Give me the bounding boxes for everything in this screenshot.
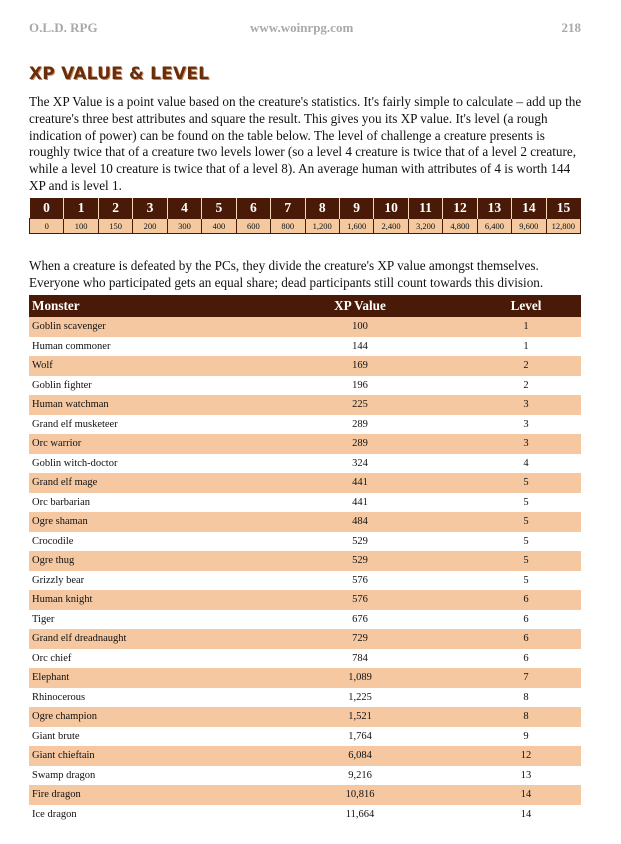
monster-name: Grand elf mage: [29, 473, 249, 493]
monster-name: Human commoner: [29, 337, 249, 357]
table-row: [29, 317, 581, 337]
xp-threshold-cell: 1,200: [305, 219, 339, 234]
monster-level: 8: [471, 707, 581, 727]
xp-threshold-cell: 200: [133, 219, 167, 234]
monster-name: Tiger: [29, 610, 249, 630]
table-row: [29, 805, 581, 825]
xp-threshold-cell: 0: [30, 219, 64, 234]
xp-value: 289: [249, 434, 471, 454]
xp-threshold-row: [30, 219, 581, 234]
xp-threshold-cell: 1,600: [339, 219, 373, 234]
monster-level: 6: [471, 649, 581, 669]
monster-name: Giant chieftain: [29, 746, 249, 766]
monster-level: 5: [471, 532, 581, 552]
monster-name: Orc chief: [29, 649, 249, 669]
monster-level: 14: [471, 805, 581, 825]
monster-level: 8: [471, 688, 581, 708]
monster-level: 9: [471, 727, 581, 747]
level-cell: 11: [408, 198, 442, 219]
monster-name: Orc warrior: [29, 434, 249, 454]
monster-level: 14: [471, 785, 581, 805]
table-row: [29, 766, 581, 786]
monster-name: Elephant: [29, 668, 249, 688]
monster-name: Grand elf dreadnaught: [29, 629, 249, 649]
table-row: [29, 473, 581, 493]
level-cell: 12: [443, 198, 477, 219]
monster-level: 5: [471, 473, 581, 493]
header-monster: Monster: [29, 295, 249, 317]
xp-threshold-cell: 2,400: [374, 219, 408, 234]
table-row: [29, 668, 581, 688]
xp-value: 1,089: [249, 668, 471, 688]
monster-level: 3: [471, 415, 581, 435]
monster-xp-table: [29, 295, 581, 824]
xp-threshold-cell: 300: [167, 219, 201, 234]
xp-value: 441: [249, 473, 471, 493]
xp-threshold-cell: 3,200: [408, 219, 442, 234]
monster-name: Goblin witch-doctor: [29, 454, 249, 474]
xp-value: 144: [249, 337, 471, 357]
table-row: [29, 551, 581, 571]
xp-value: 6,084: [249, 746, 471, 766]
monster-name: Giant brute: [29, 727, 249, 747]
page-header: [29, 20, 581, 38]
xp-value: 576: [249, 590, 471, 610]
monster-level: 6: [471, 610, 581, 630]
level-cell: 7: [271, 198, 305, 219]
xp-value: 100: [249, 317, 471, 337]
table-row: [29, 727, 581, 747]
level-cell: 2: [98, 198, 132, 219]
monster-name: Grizzly bear: [29, 571, 249, 591]
xp-value: 196: [249, 376, 471, 396]
table-row: [29, 707, 581, 727]
xp-value: 441: [249, 493, 471, 513]
xp-threshold-cell: 400: [202, 219, 236, 234]
xp-value: 784: [249, 649, 471, 669]
book-title: O.L.D. RPG: [29, 20, 98, 35]
level-cell: 5: [202, 198, 236, 219]
table-row: [29, 649, 581, 669]
table-row: [29, 493, 581, 513]
level-cell: 14: [512, 198, 546, 219]
monster-level: 7: [471, 668, 581, 688]
level-cell: 15: [546, 198, 580, 219]
level-cell: 9: [339, 198, 373, 219]
xp-value: 324: [249, 454, 471, 474]
monster-name: Goblin scavenger: [29, 317, 249, 337]
level-cell: 6: [236, 198, 270, 219]
monster-name: Ogre champion: [29, 707, 249, 727]
xp-value: 169: [249, 356, 471, 376]
level-xp-table: [29, 198, 581, 234]
monster-level: 2: [471, 356, 581, 376]
division-paragraph: When a creature is defeated by the PCs, they divide the creature's XP value amongst themselves. Everyone who participated gets an equal share; dead participants still count towards this division.: [29, 258, 544, 290]
section-title: XP VALUE & LEVEL: [29, 64, 210, 84]
monster-level: 6: [471, 590, 581, 610]
table-row: [29, 688, 581, 708]
monster-name: Fire dragon: [29, 785, 249, 805]
xp-threshold-cell: 600: [236, 219, 270, 234]
monster-name: Ice dragon: [29, 805, 249, 825]
intro-paragraph: The XP Value is a point value based on the creature's statistics. It's fairly simple to calculate – add up the creature's three best attributes and square the result. This gives you its XP value. It's level (a rough indication of power) can be found on the table below. The level of challenge a creature presents is roughly twice that of a creature two levels lower (so a level 4 creature is twice that of a level 2 creature, while a level 10 creature is twice that of a level 8). An average human with attributes of 4 is worth 144 XP and is level 1.: [29, 94, 582, 193]
monster-name: Swamp dragon: [29, 766, 249, 786]
level-header-row: [30, 198, 581, 219]
monster-level: 1: [471, 317, 581, 337]
xp-value: 10,816: [249, 785, 471, 805]
page-number: 218: [561, 20, 581, 35]
table-row: [29, 415, 581, 435]
monster-level: 12: [471, 746, 581, 766]
table-row: [29, 454, 581, 474]
xp-value: 1,225: [249, 688, 471, 708]
monster-level: 5: [471, 493, 581, 513]
header-level: Level: [471, 295, 581, 317]
xp-value: 529: [249, 532, 471, 552]
xp-value: 225: [249, 395, 471, 415]
xp-threshold-cell: 4,800: [443, 219, 477, 234]
table-row: [29, 590, 581, 610]
xp-threshold-cell: 9,600: [512, 219, 546, 234]
xp-threshold-cell: 150: [98, 219, 132, 234]
monster-level: 4: [471, 454, 581, 474]
header-xp-value: XP Value: [249, 295, 471, 317]
table-row: [29, 629, 581, 649]
monster-name: Wolf: [29, 356, 249, 376]
monster-level: 1: [471, 337, 581, 357]
table-row: [29, 376, 581, 396]
monster-name: Goblin fighter: [29, 376, 249, 396]
monster-level: 5: [471, 571, 581, 591]
xp-value: 1,764: [249, 727, 471, 747]
xp-threshold-cell: 100: [64, 219, 98, 234]
level-cell: 10: [374, 198, 408, 219]
level-cell: 8: [305, 198, 339, 219]
xp-value: 529: [249, 551, 471, 571]
monster-level: 3: [471, 434, 581, 454]
monster-name: Ogre thug: [29, 551, 249, 571]
level-cell: 13: [477, 198, 511, 219]
xp-value: 484: [249, 512, 471, 532]
xp-value: 729: [249, 629, 471, 649]
monster-level: 2: [471, 376, 581, 396]
table-row: [29, 356, 581, 376]
xp-value: 9,216: [249, 766, 471, 786]
table-row: [29, 785, 581, 805]
monster-name: Crocodile: [29, 532, 249, 552]
monster-name: Grand elf musketeer: [29, 415, 249, 435]
monster-table-header: [29, 295, 581, 317]
level-cell: 0: [30, 198, 64, 219]
level-cell: 3: [133, 198, 167, 219]
monster-level: 13: [471, 766, 581, 786]
website-url[interactable]: www.woinrpg.com: [250, 20, 354, 35]
monster-name: Human knight: [29, 590, 249, 610]
monster-name: Rhinocerous: [29, 688, 249, 708]
monster-level: 3: [471, 395, 581, 415]
monster-level: 6: [471, 629, 581, 649]
monster-level: 5: [471, 512, 581, 532]
xp-threshold-cell: 800: [271, 219, 305, 234]
table-row: [29, 434, 581, 454]
xp-threshold-cell: 6,400: [477, 219, 511, 234]
monster-level: 5: [471, 551, 581, 571]
monster-name: Ogre shaman: [29, 512, 249, 532]
table-row: [29, 532, 581, 552]
monster-name: Orc barbarian: [29, 493, 249, 513]
table-row: [29, 512, 581, 532]
monster-name: Human watchman: [29, 395, 249, 415]
xp-value: 289: [249, 415, 471, 435]
xp-threshold-cell: 12,800: [546, 219, 580, 234]
level-cell: 1: [64, 198, 98, 219]
level-cell: 4: [167, 198, 201, 219]
table-row: [29, 337, 581, 357]
xp-value: 676: [249, 610, 471, 630]
table-row: [29, 610, 581, 630]
xp-value: 1,521: [249, 707, 471, 727]
table-row: [29, 395, 581, 415]
xp-value: 11,664: [249, 805, 471, 825]
xp-value: 576: [249, 571, 471, 591]
table-row: [29, 746, 581, 766]
table-row: [29, 571, 581, 591]
